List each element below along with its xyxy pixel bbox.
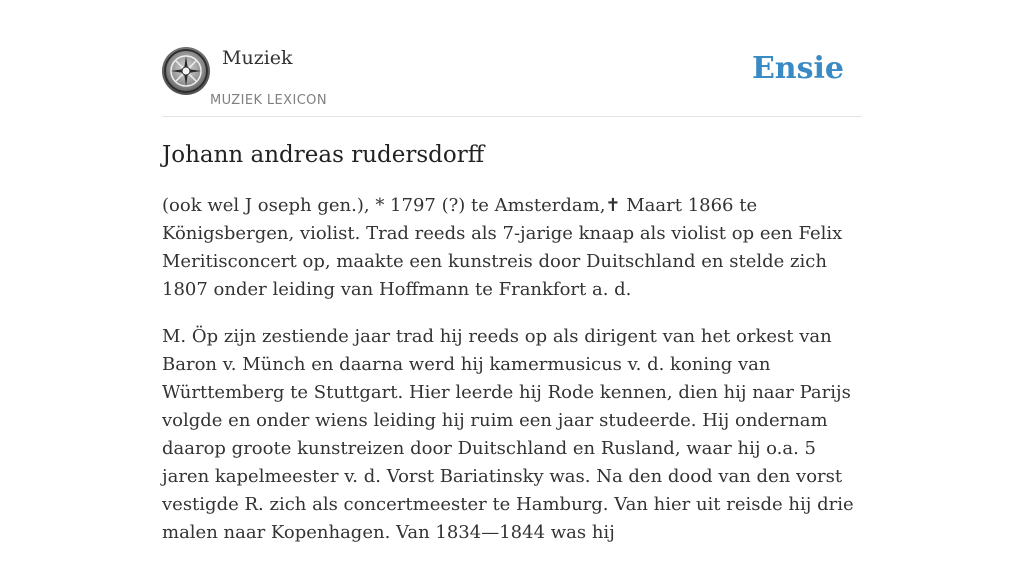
source-avatar[interactable] <box>162 47 210 95</box>
source-title[interactable]: Muziek <box>222 47 293 69</box>
article-paragraph: M. Öp zijn zestiende jaar trad hij reeds op als dirigent van het orkest van Baron v. Münch en daarna werd hij kamermusicus v. d. koning van Württemberg te Stuttgart. Hier leerde hij Rode kennen, dien hij naar Parijs volgde en onder wiens leiding hij ruim een jaar studeerde. Hij ondernam daarop groote kunstreizen door Duitschland en Rusland, waar hij o.a. 5 jaren kapelmeester v. d. Vorst Bariatinsky was. Na den dood van den vorst vestigde R. zich als concertmeester te Hamburg. Van hier uit reisde hij drie malen naar Kopenhagen. Van 1834—1844 was hij <box>162 326 854 543</box>
article-body <box>162 192 862 566</box>
article-paragraph: (ook wel J oseph gen.), * 1797 (?) te Amsterdam,✝ Maart 1866 te Königsbergen, violist. Trad reeds als 7-jarige knaap als violist op een Felix Meritisconcert op, maakte een kunstreis door Duitschland en stelde zich 1807 onder leiding van Hoffmann te Frankfort a. d. <box>162 195 843 300</box>
ensie-logo[interactable]: Ensie <box>751 51 844 86</box>
article-title: Johann andreas rudersdorff <box>162 142 485 168</box>
music-emblem-icon <box>162 47 210 95</box>
source-header <box>162 40 862 117</box>
source-subtitle[interactable]: MUZIEK LEXICON <box>210 93 327 108</box>
